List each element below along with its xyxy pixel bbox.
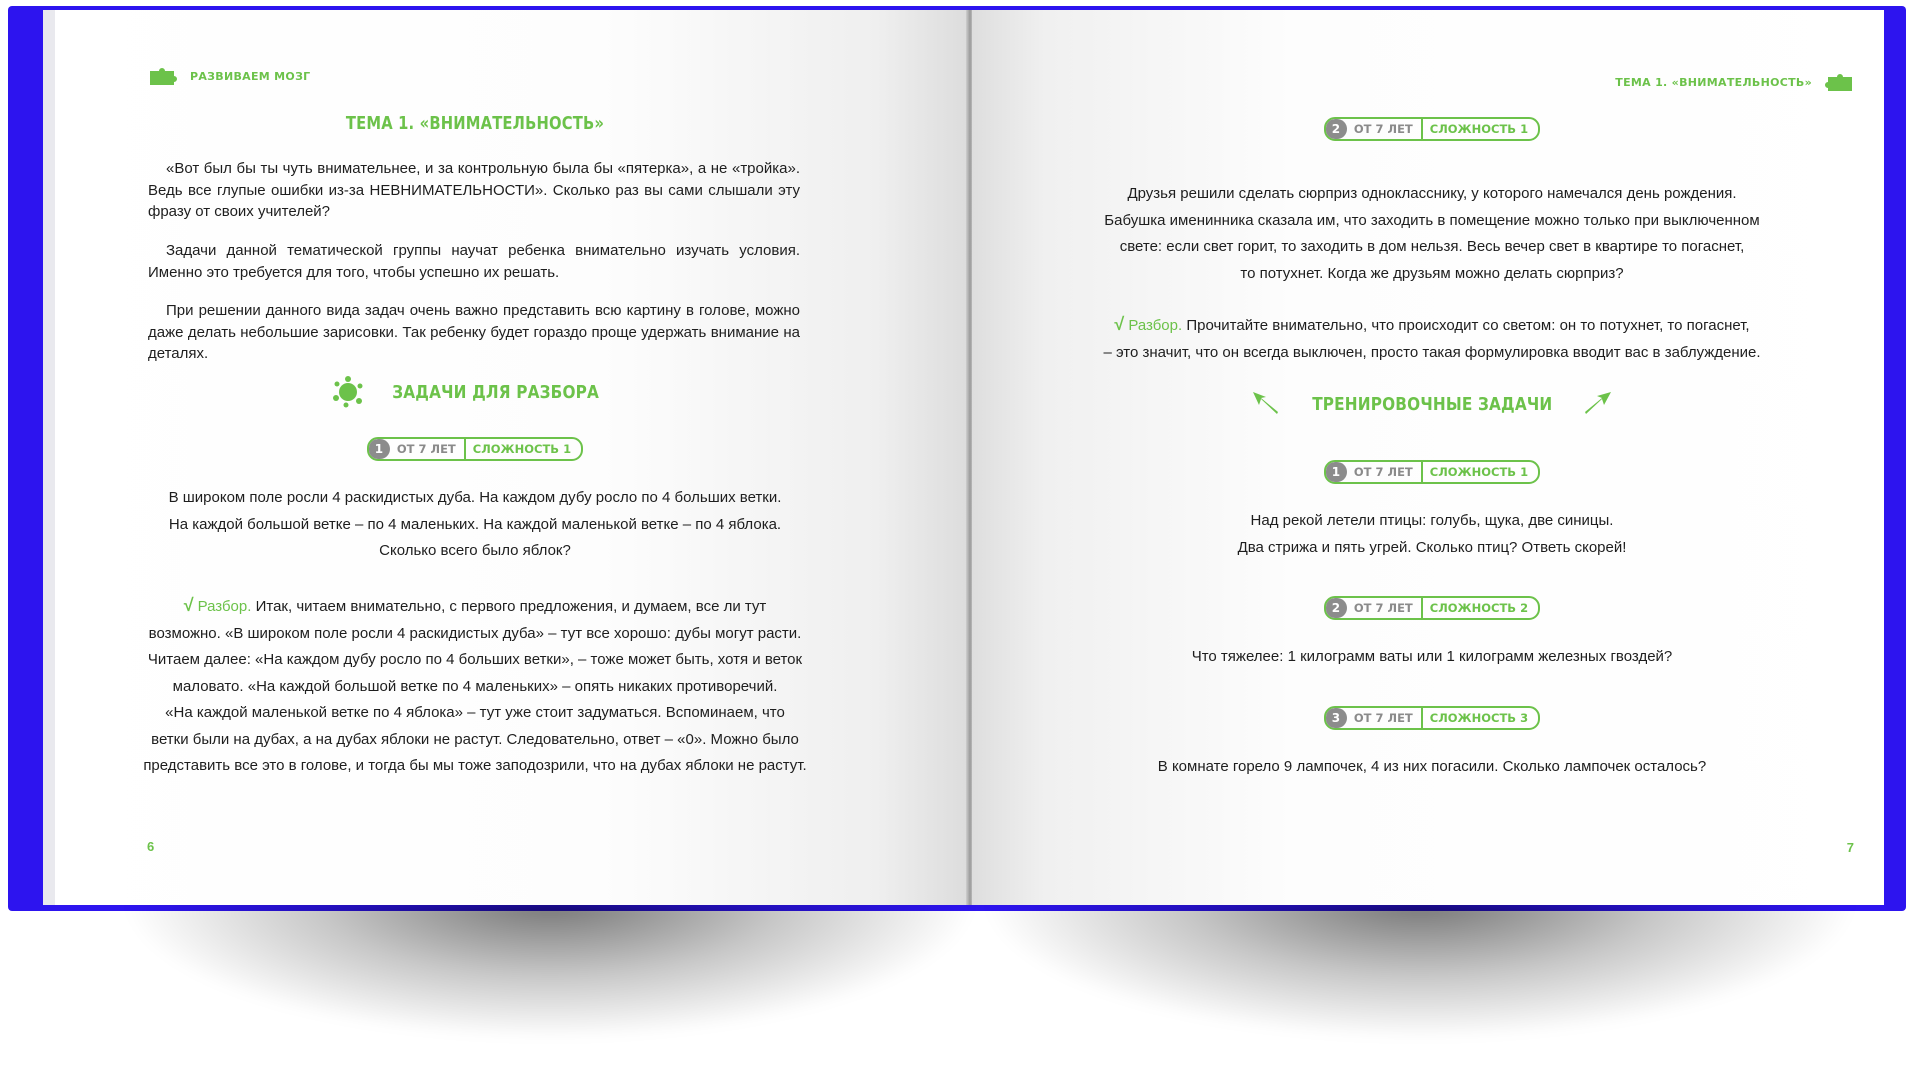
task-line: Что тяжелее: 1 килограмм ваты или 1 килограмм железных гвоздей? bbox=[1191, 648, 1673, 665]
book-shadow-left bbox=[120, 900, 980, 1040]
problem-line: На каждой большой ветке – по 4 маленьких. На каждой маленькой ветке – по 4 яблока. bbox=[168, 515, 782, 533]
task-badge bbox=[1324, 706, 1540, 730]
task-badge bbox=[367, 437, 583, 461]
task-3-text bbox=[1032, 754, 1832, 781]
book-shadow-right bbox=[980, 900, 1860, 1040]
running-head-text: ТЕМА 1. «ВНИМАТЕЛЬНОСТЬ» bbox=[1615, 75, 1812, 89]
task-line: Два стрижа и пять угрей. Сколько птиц? Ответь скорей! bbox=[1237, 538, 1627, 556]
checkmark-icon: √ bbox=[1114, 314, 1125, 334]
solution-line: маловато. «На каждой большой ветке по 4 маленьких» – опять никаких противоречий. bbox=[172, 677, 778, 695]
solution-line: – это значит, что он всегда выключен, просто такая формулировка вводит вас в заблуждение. bbox=[1103, 343, 1761, 361]
badge-difficulty: СЛОЖНОСТЬ 2 bbox=[1429, 601, 1529, 615]
razbor-label: Разбор. bbox=[1128, 317, 1183, 334]
solution-text bbox=[1027, 311, 1837, 366]
solution-line: представить все это в голове, и тогда бы мы тоже заподозрили, что на дубах яблоки не растут. bbox=[143, 757, 807, 774]
task-badge bbox=[1324, 596, 1540, 620]
badge-row bbox=[1072, 706, 1792, 730]
problem-line: Сколько всего было яблок? bbox=[379, 542, 571, 559]
badge-row bbox=[1072, 596, 1792, 620]
badge-difficulty: СЛОЖНОСТЬ 1 bbox=[1429, 465, 1529, 479]
badge-row bbox=[1072, 460, 1792, 484]
badge-number: 2 bbox=[1325, 598, 1347, 618]
badge-difficulty: СЛОЖНОСТЬ 3 bbox=[1429, 711, 1529, 725]
splat-icon bbox=[332, 376, 364, 408]
task-badge bbox=[1324, 460, 1540, 484]
running-head-text: РАЗВИВАЕМ МОЗГ bbox=[190, 69, 311, 83]
badge-difficulty: СЛОЖНОСТЬ 1 bbox=[472, 442, 572, 456]
problem-text bbox=[1032, 181, 1832, 287]
solution-line: ветки были на дубах, а на дубах яблоки не растут. Следовательно, ответ – «0». Можно было bbox=[151, 730, 799, 748]
task-2-text bbox=[1032, 644, 1832, 671]
left-page bbox=[55, 10, 969, 905]
badge-age: ОТ 7 ЛЕТ bbox=[390, 439, 466, 459]
problem-text bbox=[115, 485, 835, 565]
intro-paragraph-1: «Вот был бы ты чуть внимательнее, и за контрольную была бы «пятерка», а не «тройка». Ведь все глупые ошибки из-за НЕВНИМАТЕЛЬНОСТИ». Сколько раз вы сами слышали эту фразу от своих учителей? bbox=[148, 160, 800, 220]
intro-paragraph-3: При решении данного вида задач очень важно представить всю картину в голове, можно даже делать небольшие зарисовки. Так ребенку будет гораздо проще удержать внимание на деталях. bbox=[148, 302, 800, 362]
arrow-icon bbox=[1583, 390, 1613, 418]
problem-line: Друзья решили сделать сюрприз однокласснику, у которого намечался день рождения. bbox=[1127, 185, 1737, 202]
badge-difficulty: СЛОЖНОСТЬ 1 bbox=[1429, 122, 1529, 136]
badge-row-top bbox=[1072, 117, 1792, 141]
page-number: 6 bbox=[147, 839, 155, 854]
page-title: ТЕМА 1. «ВНИМАТЕЛЬНОСТЬ» bbox=[345, 113, 605, 134]
badge-age: ОТ 7 ЛЕТ bbox=[1347, 598, 1423, 618]
page-number: 7 bbox=[1846, 840, 1854, 855]
solution-line: Читаем далее: «На каждом дубу росло по 4 больших ветки», – тоже может быть, хотя и веток bbox=[147, 651, 803, 668]
badge-age: ОТ 7 ЛЕТ bbox=[1347, 119, 1423, 139]
badge-number: 3 bbox=[1325, 708, 1347, 728]
badge-age: ОТ 7 ЛЕТ bbox=[1347, 462, 1423, 482]
solution-line: √ Разбор. Прочитайте внимательно, что происходит со светом: он то потухнет, то погаснет, bbox=[1027, 311, 1837, 340]
left-running-head bbox=[148, 66, 311, 86]
problem-line: то потухнет. Когда же друзьям можно делать сюрприз? bbox=[1240, 264, 1624, 282]
solution-line: возможно. «В широком поле росли 4 раскидистых дуба» – тут все хорошо: дубы могут расти. bbox=[148, 624, 802, 642]
badge-number: 1 bbox=[1325, 462, 1347, 482]
badge-number: 2 bbox=[1325, 119, 1347, 139]
task-badge bbox=[1324, 117, 1540, 141]
badge-row bbox=[155, 437, 795, 461]
puzzle-icon bbox=[148, 66, 182, 86]
arrow-icon bbox=[1251, 390, 1281, 418]
right-page bbox=[972, 10, 1884, 905]
solution-line: «На каждой маленькой ветке по 4 яблока» – тут уже стоит задуматься. Вспоминаем, что bbox=[165, 704, 785, 721]
section-title: ЗАДАЧИ ДЛЯ РАЗБОРА bbox=[392, 381, 600, 403]
task-1-text bbox=[1032, 508, 1832, 561]
task-line: В комнате горело 9 лампочек, 4 из них погасили. Сколько лампочек осталось? bbox=[1157, 758, 1707, 775]
problem-line: Бабушка именинника сказала им, что заходить в помещение можно только при выключенном bbox=[1104, 211, 1760, 229]
razbor-label: Разбор. bbox=[197, 598, 252, 615]
checkmark-icon: √ bbox=[183, 595, 194, 615]
right-running-head bbox=[1615, 72, 1854, 92]
solution-text bbox=[110, 592, 840, 780]
section-heading-razbor bbox=[155, 376, 795, 408]
badge-number: 1 bbox=[368, 439, 390, 459]
badge-age: ОТ 7 ЛЕТ bbox=[1347, 708, 1423, 728]
problem-line: свете: если свет горит, то заходить в дом нельзя. Весь вечер свет в квартире то погаснет, bbox=[1119, 238, 1745, 255]
task-line: Над рекой летели птицы: голубь, щука, две синицы. bbox=[1250, 512, 1614, 529]
solution-line: √ Разбор. Итак, читаем внимательно, с первого предложения, и думаем, все ли тут bbox=[110, 592, 840, 621]
puzzle-icon bbox=[1820, 72, 1854, 92]
problem-line: В широком поле росли 4 раскидистых дуба. На каждом дубу росло по 4 больших ветки. bbox=[168, 489, 782, 506]
section-heading-training bbox=[1072, 390, 1792, 418]
section-title: ТРЕНИРОВОЧНЫЕ ЗАДАЧИ bbox=[1311, 393, 1553, 415]
intro-paragraph-2: Задачи данной тематической группы научат ребенка внимательно изучать условия. Именно это требуется для того, чтобы успешно их решать. bbox=[148, 242, 800, 281]
